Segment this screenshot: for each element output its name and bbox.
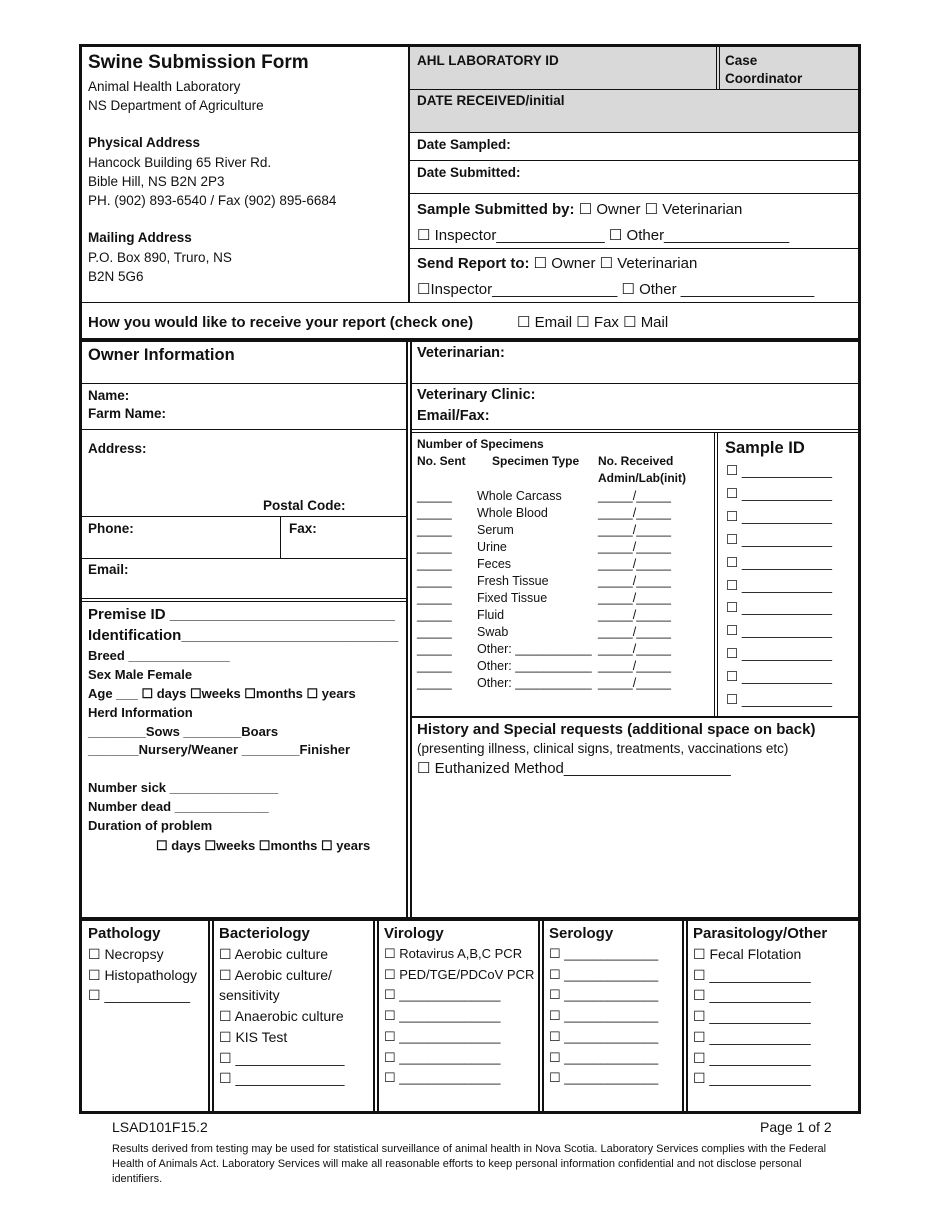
send-report-row2[interactable]: ☐Inspector_______________ ☐ Other ________________ <box>417 281 815 298</box>
pathology-test-option[interactable]: ☐ ___________ <box>88 987 191 1004</box>
sample-id-entry[interactable]: ☐ ____________ <box>726 485 832 501</box>
phone-label[interactable]: Phone: <box>88 521 134 536</box>
submitted-by-row1[interactable] <box>417 200 742 219</box>
specimen-type-label: Fixed Tissue <box>477 591 548 605</box>
sample-id-entry[interactable]: ☐ ____________ <box>726 508 832 524</box>
tests-divider-1 <box>208 921 214 1111</box>
sample-id-entry[interactable]: ☐ ____________ <box>726 646 832 662</box>
col-no-sent: No. Sent <box>417 454 466 468</box>
duration-options[interactable]: ☐ days ☐weeks ☐months ☐ years <box>156 838 371 853</box>
specimen-sent-field[interactable]: _____ <box>417 574 452 588</box>
serology-test-option[interactable]: ☐ _____________ <box>549 946 659 961</box>
virology-test-option[interactable]: ☐ ______________ <box>384 1028 501 1044</box>
bacteriology-test-option[interactable]: ☐ KIS Test <box>219 1028 288 1045</box>
virology-test-option[interactable]: ☐ ______________ <box>384 1070 501 1086</box>
specimen-received-field[interactable]: _____/_____ <box>598 676 671 690</box>
sample-id-entry[interactable]: ☐ ____________ <box>726 463 832 478</box>
history-title: History and Special requests (additional space on back) <box>417 721 816 738</box>
number-dead-field[interactable]: Number dead _____________ <box>88 799 269 814</box>
physical-address-label: Physical Address <box>88 135 201 150</box>
tests-divider-4 <box>682 921 688 1111</box>
col-specimen-type: Specimen Type <box>492 454 580 468</box>
virology-test-option[interactable]: ☐ PED/TGE/PDCoV PCR <box>384 966 535 982</box>
veterinarian-label[interactable]: Veterinarian: <box>417 345 505 361</box>
specimen-sent-field[interactable]: _____ <box>417 625 452 639</box>
specimen-received-field[interactable]: _____/_____ <box>598 489 671 503</box>
parasitology-test-option[interactable]: ☐ _____________ <box>693 987 811 1004</box>
vet-clinic-label[interactable]: Veterinary Clinic: <box>417 387 536 403</box>
mailing-address-line2: B2N 5G6 <box>88 269 144 284</box>
bacteriology-column <box>219 924 344 1089</box>
form-code: LSAD101F15.2 <box>112 1119 208 1135</box>
specimen-sent-field[interactable]: _____ <box>417 506 452 520</box>
sample-id-entry[interactable]: ☐ ____________ <box>726 623 832 639</box>
org-department: NS Department of Agriculture <box>88 98 264 113</box>
owner-info-title: Owner Information <box>88 346 235 364</box>
address-label[interactable]: Address: <box>88 441 147 456</box>
parasitology-test-option[interactable]: ☐ _____________ <box>693 1008 811 1025</box>
number-sick-field[interactable]: Number sick _______________ <box>88 780 279 795</box>
bacteriology-test-option[interactable]: ☐ ______________ <box>219 1070 345 1087</box>
sample-id-entry[interactable]: ☐ ____________ <box>726 692 832 707</box>
sex-field[interactable]: Sex Male Female <box>88 667 193 682</box>
serology-title: Serology <box>549 925 614 942</box>
virology-test-option[interactable]: ☐ ______________ <box>384 1008 501 1024</box>
tests-divider-3 <box>538 921 544 1111</box>
owner-divider-4 <box>82 558 406 559</box>
sample-id-entry[interactable]: ☐ ____________ <box>726 600 832 616</box>
euthanized-field[interactable]: ☐ Euthanized Method____________________ <box>417 760 731 777</box>
bacteriology-test-option[interactable]: ☐ Anaerobic culture <box>219 1008 344 1025</box>
serology-test-option[interactable]: ☐ _____________ <box>549 1070 659 1086</box>
specimen-sent-field[interactable]: _____ <box>417 489 452 503</box>
phone-fax: PH. (902) 893-6540 / Fax (902) 895-6684 <box>88 193 337 208</box>
specimen-type-label: Other: ___________ <box>477 676 592 690</box>
receive-report-label: How you would like to receive your report (check one) <box>88 314 474 331</box>
send-report-options[interactable]: ☐ Owner ☐ Veterinarian <box>533 255 698 272</box>
bacteriology-title: Bacteriology <box>219 925 310 942</box>
specimen-type-label: Whole Carcass <box>477 489 562 503</box>
org-name: Animal Health Laboratory <box>88 79 241 94</box>
virology-test-option[interactable]: ☐ ______________ <box>384 987 501 1003</box>
specimen-received-field[interactable]: _____/_____ <box>598 557 671 571</box>
serology-test-option[interactable]: ☐ _____________ <box>549 987 659 1003</box>
bacteriology-test-option[interactable]: ☐ ______________ <box>219 1049 345 1066</box>
vet-divider-1 <box>412 383 858 384</box>
mailing-address-label: Mailing Address <box>88 230 192 245</box>
sample-id-entry[interactable]: ☐ ____________ <box>726 669 832 685</box>
parasitology-test-option[interactable]: ☐ _____________ <box>693 1028 811 1045</box>
history-textarea[interactable] <box>412 785 858 915</box>
disclaimer-text: Results derived from testing may be used for statistical surveillance of animal health in Nova Scotia. Laboratory Services complies with the Federal Health of Animals Act. Laboratory Services will make all reasonable efforts to keep personal information confidential and not disclose personal identifiers. <box>112 1143 827 1185</box>
parasitology-test-option[interactable]: ☐ _____________ <box>693 1070 811 1087</box>
virology-title: Virology <box>384 925 444 942</box>
sows-boars-field[interactable]: ________Sows ________Boars <box>88 724 279 739</box>
specimen-type-label: Other: ___________ <box>477 659 592 673</box>
email-label[interactable]: Email: <box>88 562 129 577</box>
specimen-sent-field[interactable]: _____ <box>417 676 452 690</box>
history-subtitle: (presenting illness, clinical signs, treatments, vaccinations etc) <box>417 741 789 756</box>
pathology-test-option[interactable]: ☐ Histopathology <box>88 966 198 983</box>
sample-id-entry[interactable]: ☐ ____________ <box>726 577 832 593</box>
specimen-sent-field[interactable]: _____ <box>417 642 452 656</box>
submitted-by-label: Sample Submitted by: <box>417 201 575 218</box>
serology-test-option[interactable]: ☐ _____________ <box>549 1008 659 1024</box>
postal-code-label[interactable]: Postal Code: <box>263 498 346 513</box>
submitted-by-options[interactable]: ☐ Owner ☐ Veterinarian <box>578 201 743 218</box>
owner-divider-3 <box>82 516 406 517</box>
pathology-title: Pathology <box>88 925 161 942</box>
mailing-address-line1: P.O. Box 890, Truro, NS <box>88 250 232 265</box>
specimen-received-field[interactable]: _____/_____ <box>598 540 671 554</box>
bacteriology-test-option[interactable]: ☐ Aerobic culture <box>219 946 329 962</box>
breed-field[interactable]: Breed ______________ <box>88 648 230 663</box>
herd-info-label: Herd Information <box>88 705 193 720</box>
owner-divider-2 <box>82 429 406 430</box>
parasitology-test-option[interactable]: ☐ Fecal Flotation <box>693 946 802 962</box>
specimen-sent-field[interactable]: _____ <box>417 523 452 537</box>
sample-id-title: Sample ID <box>725 439 805 457</box>
col-no-received: No. Received <box>598 454 674 468</box>
parasitology-column <box>693 924 827 1089</box>
history-divider <box>412 716 858 718</box>
serology-column <box>549 924 658 1089</box>
physical-address-line1: Hancock Building 65 River Rd. <box>88 155 272 170</box>
duration-label: Duration of problem <box>88 818 213 833</box>
owner-name-label[interactable]: Name: <box>88 388 130 403</box>
date-sampled-label: Date Sampled: <box>417 137 511 152</box>
virology-column <box>384 924 534 1089</box>
serology-test-option[interactable]: ☐ _____________ <box>549 966 659 982</box>
specimen-type-label: Feces <box>477 557 512 571</box>
specimen-sent-field[interactable]: _____ <box>417 557 452 571</box>
serology-test-option[interactable]: ☐ _____________ <box>549 1049 659 1065</box>
lab-id-label: AHL LABORATORY ID <box>417 53 559 68</box>
sample-id-entry[interactable]: ☐ ____________ <box>726 531 832 547</box>
submitted-by-row2[interactable]: ☐ Inspector_____________ ☐ Other_______________ <box>417 227 790 244</box>
specimen-type-label: Whole Blood <box>477 506 548 520</box>
owner-divider-1 <box>82 383 406 384</box>
specimens-title: Number of Specimens <box>417 437 544 451</box>
specimen-sent-field[interactable]: _____ <box>417 591 452 605</box>
parasitology-test-option[interactable]: ☐ _____________ <box>693 966 811 983</box>
date-received-label: DATE RECEIVED/initial <box>417 93 565 108</box>
col-admin-lab: Admin/Lab(init) <box>598 471 686 485</box>
premise-id-field[interactable]: Premise ID ___________________________ <box>88 606 395 623</box>
bacteriology-test-option[interactable]: sensitivity <box>219 987 280 1004</box>
specimen-received-field[interactable]: _____/_____ <box>598 506 671 520</box>
owner-divider-5 <box>82 598 406 602</box>
specimen-received-field[interactable]: _____/_____ <box>598 659 671 673</box>
send-report-row1[interactable] <box>417 254 697 273</box>
vet-email-fax-label[interactable]: Email/Fax: <box>417 408 490 424</box>
serology-test-option[interactable]: ☐ _____________ <box>549 1028 659 1044</box>
pathology-column <box>88 924 197 1006</box>
specimen-type-label: Fluid <box>477 608 505 622</box>
specimen-type-label: Serum <box>477 523 514 537</box>
specimen-type-label: Urine <box>477 540 507 554</box>
specimen-received-field[interactable]: _____/_____ <box>598 591 671 605</box>
date-submitted-label: Date Submitted: <box>417 165 521 180</box>
phone-fax-divider <box>280 516 281 558</box>
page-number: Page 1 of 2 <box>760 1119 832 1135</box>
specimen-received-field[interactable]: _____/_____ <box>598 642 671 656</box>
specimen-sent-field[interactable]: _____ <box>417 540 452 554</box>
receive-report-options[interactable]: ☐ Email ☐ Fax ☐ Mail <box>517 314 669 331</box>
specimen-received-field[interactable]: _____/_____ <box>598 574 671 588</box>
bacteriology-test-option[interactable]: ☐ Aerobic culture/ <box>219 966 332 983</box>
virology-test-option[interactable]: ☐ Rotavirus A,B,C PCR <box>384 946 523 961</box>
specimen-received-field[interactable]: _____/_____ <box>598 625 671 639</box>
tests-divider-2 <box>373 921 379 1111</box>
specimen-sent-field[interactable]: _____ <box>417 608 452 622</box>
fax-label[interactable]: Fax: <box>289 521 317 536</box>
physical-address-line2: Bible Hill, NS B2N 2P3 <box>88 174 225 189</box>
parasitology-test-option[interactable]: ☐ _____________ <box>693 1049 811 1066</box>
sample-id-entry[interactable]: ☐ ____________ <box>726 554 832 570</box>
pathology-test-option[interactable]: ☐ Necropsy <box>88 946 164 962</box>
identification-field[interactable]: Identification__________________________ <box>88 627 399 644</box>
age-field[interactable]: Age ___ ☐ days ☐weeks ☐months ☐ years <box>88 686 356 701</box>
case-coordinator-label: Case Coordinator <box>725 53 803 86</box>
farm-name-label[interactable]: Farm Name: <box>88 406 167 421</box>
specimen-type-label: Other: ___________ <box>477 642 592 656</box>
parasitology-title: Parasitology/Other <box>693 925 828 942</box>
specimen-received-field[interactable]: _____/_____ <box>598 608 671 622</box>
specimen-type-label: Fresh Tissue <box>477 574 549 588</box>
specimen-received-field[interactable]: _____/_____ <box>598 523 671 537</box>
specimen-sent-field[interactable]: _____ <box>417 659 452 673</box>
virology-test-option[interactable]: ☐ ______________ <box>384 1049 501 1065</box>
nursery-finisher-field[interactable]: _______Nursery/Weaner ________Finisher <box>88 742 351 757</box>
form-title: Swine Submission Form <box>88 52 309 73</box>
send-report-label: Send Report to: <box>417 255 530 272</box>
specimen-type-label: Swab <box>477 625 509 639</box>
